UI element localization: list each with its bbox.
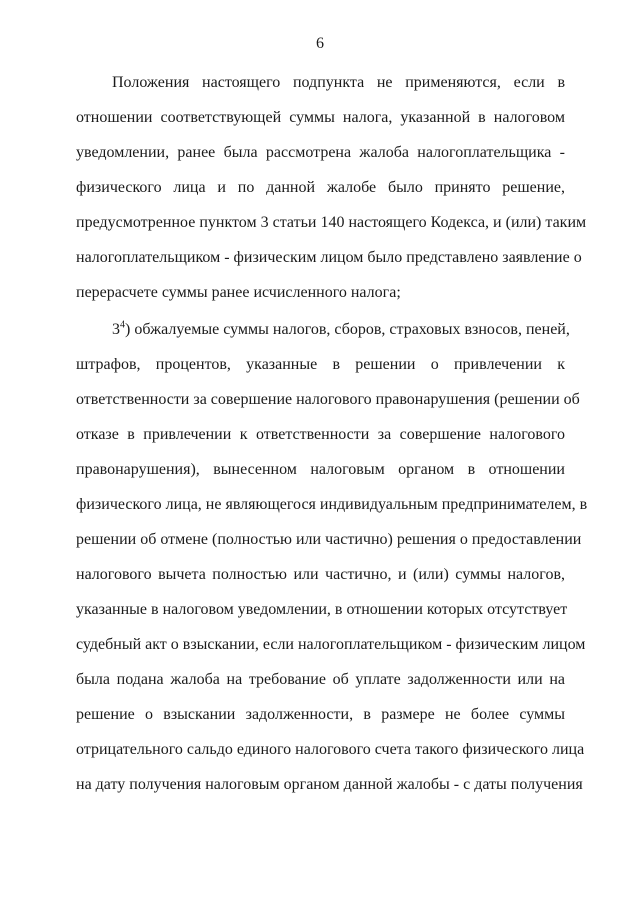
item-superscript: 4	[120, 319, 125, 331]
text-line: ответственности за совершение налогового правонарушения (решении об	[76, 391, 580, 408]
text-line: уведомлении, ранее была рассмотрена жалоба налогоплательщика -	[76, 144, 565, 161]
text-line: физического лица и по данной жалобе было принято решение,	[76, 179, 565, 196]
text-line	[112, 319, 570, 340]
text-line: предусмотренное пунктом 3 статьи 140 настоящего Кодекса, и (или) таким	[76, 214, 587, 231]
text-line: налогоплательщиком - физическим лицом было представлено заявление о	[76, 249, 582, 266]
text-line: решении об отмене (полностью или частично) решения о предоставлении	[76, 531, 582, 548]
text-line: Положения настоящего подпункта не применяются, если в	[112, 74, 565, 91]
item-number: 3	[112, 321, 120, 338]
text-line: перерасчете суммы ранее исчисленного налога;	[76, 284, 401, 301]
text-line: указанные в налоговом уведомлении, в отношении которых отсутствует	[76, 601, 568, 618]
text-line: решение о взыскании задолженности, в размере не более суммы	[76, 706, 565, 723]
text-line: отношении соответствующей суммы налога, указанной в налоговом	[76, 109, 565, 126]
text-line: физического лица, не являющегося индивидуальным предпринимателем, в	[76, 496, 588, 513]
page-number: 6	[316, 35, 324, 52]
text-line: налогового вычета полностью или частично, и (или) суммы налогов,	[76, 566, 565, 583]
text-line: правонарушения), вынесенном налоговым органом в отношении	[76, 461, 565, 478]
text-line: отрицательного сальдо единого налогового счета такого физического лица	[76, 741, 585, 758]
item-text: ) обжалуемые суммы налогов, сборов, страховых взносов, пеней,	[125, 321, 570, 338]
text-line: отказе в привлечении к ответственности за совершение налогового	[76, 426, 565, 443]
text-line: была подана жалоба на требование об уплате задолженности или на	[76, 671, 565, 688]
text-line: судебный акт о взыскании, если налогоплательщиком - физическим лицом	[76, 636, 586, 653]
text-line: штрафов, процентов, указанные в решении о привлечении к	[76, 356, 565, 373]
text-line: на дату получения налоговым органом данной жалобы - с даты получения	[76, 776, 583, 793]
